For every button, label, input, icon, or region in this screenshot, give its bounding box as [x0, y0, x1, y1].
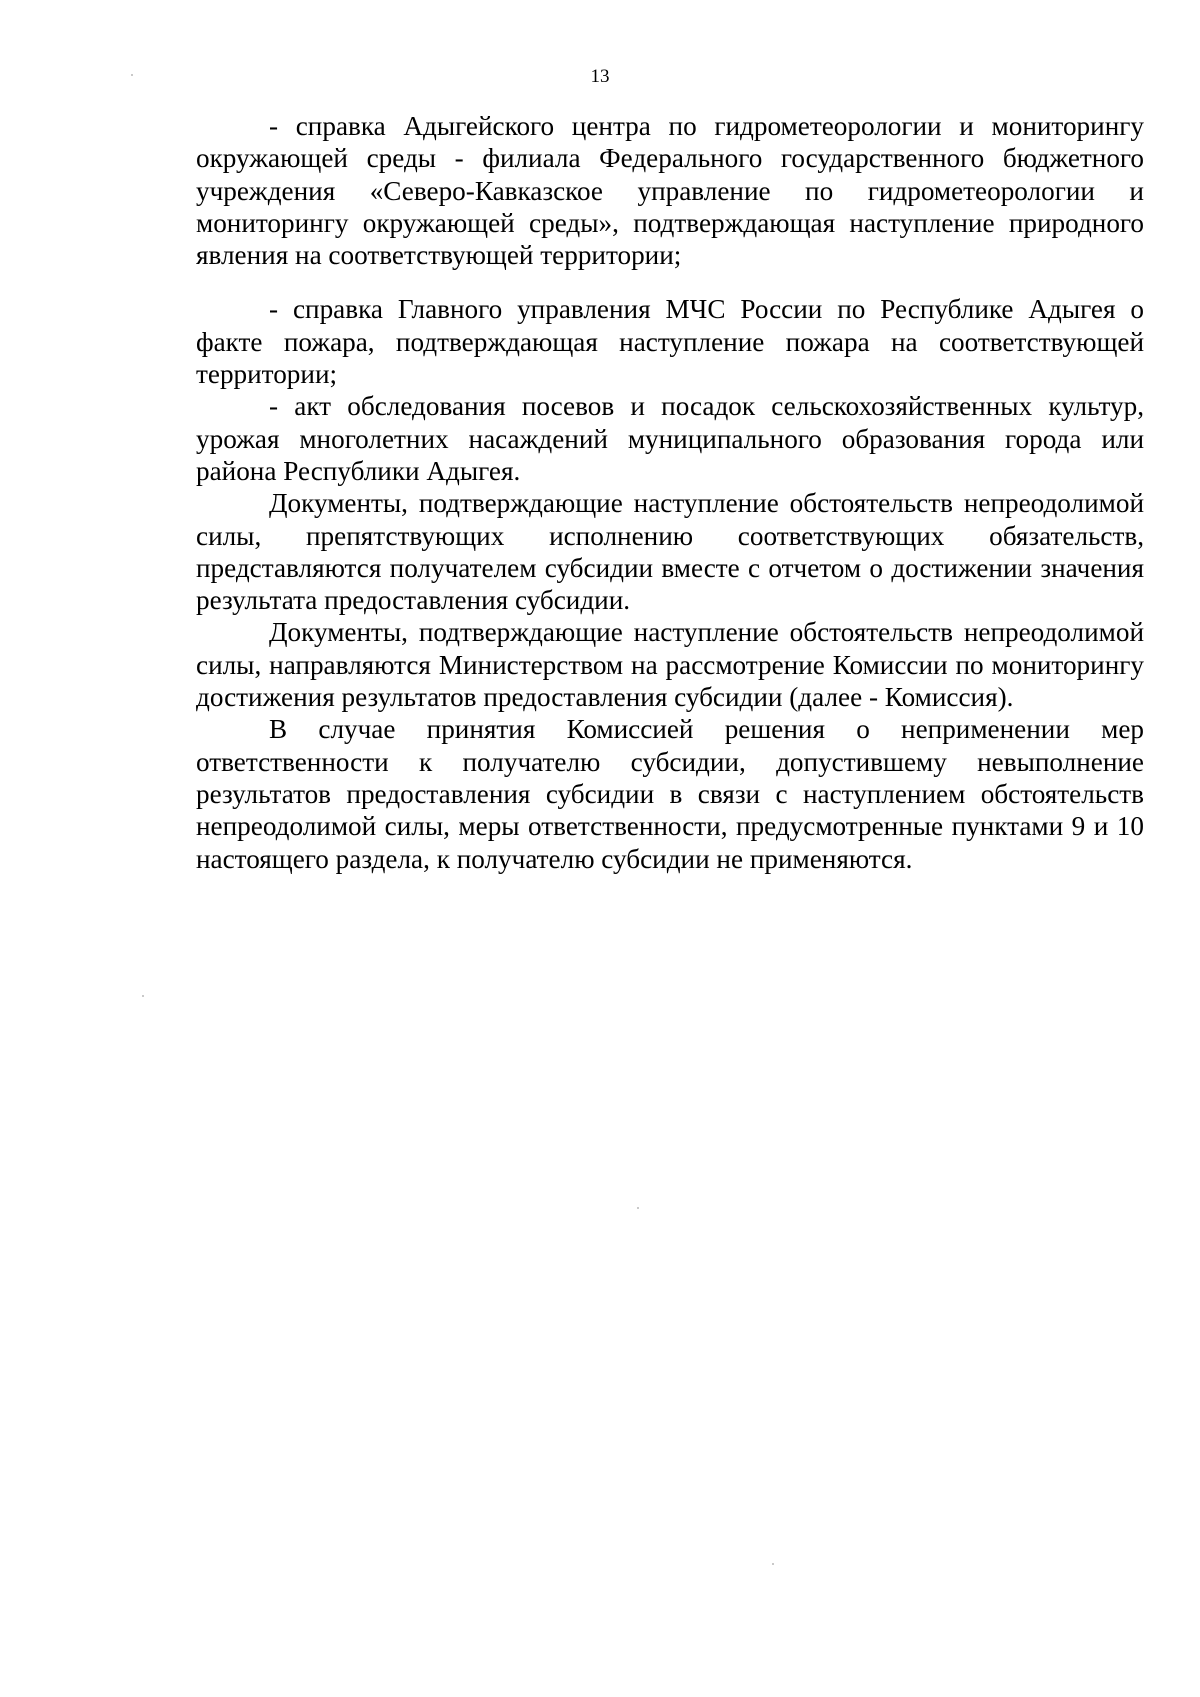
document-body: [196, 110, 1144, 875]
scan-speck: [142, 995, 144, 997]
scan-speck: [772, 1563, 774, 1565]
page-number: 13: [590, 66, 610, 87]
paragraph-documents-submission: Документы, подтверждающие наступление обстоятельств непреодолимой силы, препятствующих исполнению соответствующих обязательств, представляются получателем субсидии вместе с отчетом о достижении значения результата предоставления субсидии.: [196, 488, 1144, 616]
paragraph-documents-review: Документы, подтверждающие наступление обстоятельств непреодолимой силы, направляются Министерством на рассмотрение Комиссии по мониторингу достижения результатов предоставления субсидии (далее - Комиссия).: [196, 617, 1144, 713]
paragraph-fire-certificate: - справка Главного управления МЧС России по Республике Адыгея о факте пожара, подтверждающая наступление пожара на соответствующей территории;: [196, 294, 1144, 390]
scan-speck: [131, 74, 133, 76]
paragraph-commission-decision: В случае принятия Комиссией решения о неприменении мер ответственности к получателю субсидии, допустившему невыполнение результатов предоставления субсидии в связи с наступлением обстоятельств непреодолимой силы, меры ответственности, предусмотренные пунктами 9 и 10 настоящего раздела, к получателю субсидии не применяются.: [196, 714, 1144, 874]
paragraph-weather-certificate: - справка Адыгейского центра по гидрометеорологии и мониторингу окружающей среды - филиала Федерального государственного бюджетного учреждения «Северо-Кавказское управление по гидрометеорологии и мониторингу окружающей среды», подтверждающая наступление природного явления на соответствующей территории;: [196, 111, 1144, 271]
paragraph-crop-inspection-act: - акт обследования посевов и посадок сельскохозяйственных культур, урожая многолетних насаждений муниципального образования города или района Республики Адыгея.: [196, 391, 1144, 486]
scan-speck: [637, 1207, 639, 1209]
